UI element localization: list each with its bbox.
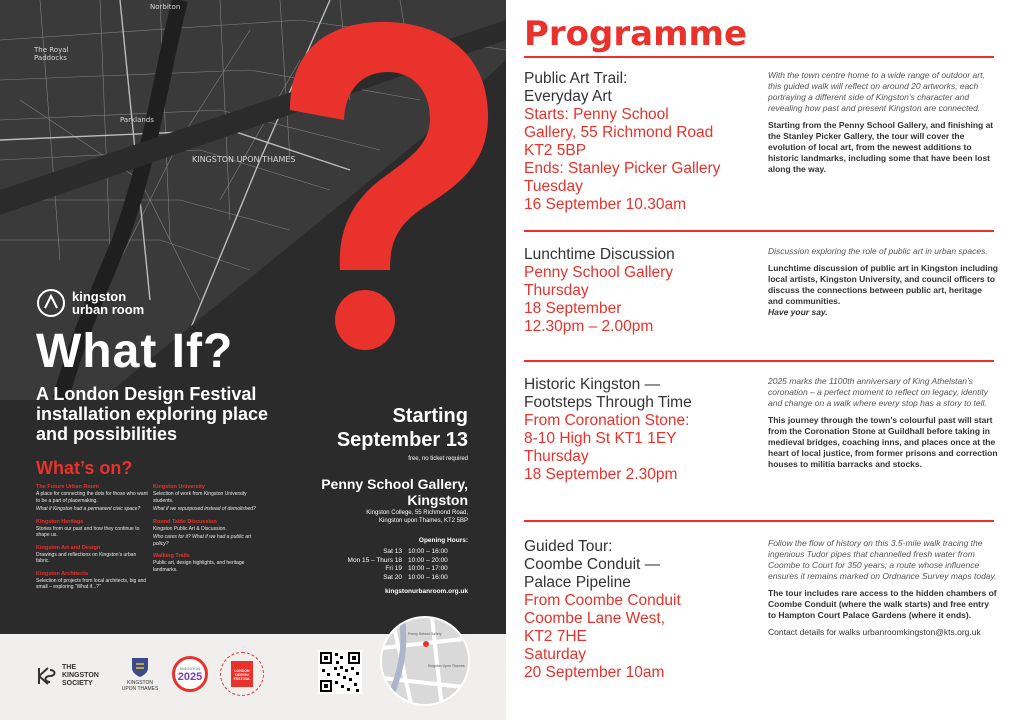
item-description [768, 538, 998, 638]
programme-panel [506, 0, 1012, 720]
website-link[interactable]: kingstonurbanroom.org.uk [384, 588, 468, 595]
item-detail-line: KT2 5BP [524, 142, 587, 159]
divider [524, 360, 994, 362]
item-summary [524, 246, 760, 336]
hours-row [348, 557, 468, 566]
event-title: Round Table Discussion [153, 518, 217, 525]
item-detail-line: 12.30pm – 2.00pm [524, 318, 654, 335]
venue-line: Penny School Gallery, [321, 476, 468, 492]
item-title-line: Palace Pipeline [524, 574, 631, 591]
event-desc: Selection of projects from local architects, big and small – exploring “What if...?” [36, 577, 147, 590]
society-line: THE [62, 664, 76, 671]
item-detail-line: 20 September 10am [524, 664, 665, 681]
hours-days: Sat 20 [383, 573, 402, 581]
event-title: Kingston Art and Design [36, 544, 101, 551]
hours-days: Fri 19 [385, 565, 402, 572]
whats-on-title: What’s on? [36, 458, 133, 478]
opening-hours-title: Opening Hours: [418, 537, 468, 544]
k2025-small: KINGSTON [179, 665, 201, 671]
item-title-line: Historic Kingston — [524, 376, 661, 393]
hours-time: 10:00 – 20:00 [408, 556, 448, 564]
event-entry [153, 519, 265, 548]
location-pin-icon [423, 641, 429, 647]
crest-icon [130, 656, 150, 678]
divider [524, 520, 994, 522]
event-entry [36, 571, 148, 591]
start-date [337, 404, 468, 452]
item-detail-line: Tuesday [524, 178, 583, 195]
item-extra: Have your say. [768, 307, 828, 317]
item-description [768, 246, 998, 318]
event-question: What if we repurposed instead of demolished? [153, 506, 256, 512]
item-detail-line: Coombe Lane West, [524, 610, 666, 627]
item-description [768, 70, 998, 175]
venue-address [366, 510, 468, 525]
item-detail-line: 18 September [524, 300, 622, 317]
event-entry [36, 545, 148, 565]
hours-days: Mon 15 – Thurs 18 [347, 556, 402, 564]
ldf-partner-badge [220, 652, 264, 696]
item-intro: Follow the flow of history on this 3.5-mile walk tracing the ingenious Tudor pipes that channelled fresh water from Coombe to Court for 350 years; a route whose influence ensures it remains marked on Ordnance Survey maps today. [768, 538, 997, 581]
headline: What If? [36, 325, 234, 378]
item-summary [524, 538, 760, 682]
event-question: What if Kingston had a permanent civic space? [36, 506, 141, 512]
programme-item [524, 376, 998, 516]
event-desc: Kingston Public Art & Discussion. [153, 525, 227, 532]
map-label: Parklands [120, 116, 154, 124]
minimap-label: Kingston Upon Thames [428, 664, 465, 668]
item-detail-line: KT2 7HE [524, 628, 587, 645]
kingston-society-logo [36, 664, 99, 688]
item-title-line: Lunchtime Discussion [524, 246, 675, 263]
item-title-line: Public Art Trail: [524, 70, 628, 87]
location-minimap [380, 616, 470, 706]
subheadline: A London Design Festival installation exploring place and possibilities [36, 384, 269, 444]
hours-time: 10:00 – 16:00 [408, 573, 448, 581]
start-line: Starting [392, 405, 468, 427]
event-title: Kingston University [153, 484, 205, 490]
event-entry [36, 484, 148, 513]
item-detail-line: 18 September 2.30pm [524, 466, 678, 483]
item-title-line: Footsteps Through Time [524, 394, 692, 411]
item-detail-line: 8-10 High St KT1 1EY [524, 430, 677, 447]
item-detail-line: Ends: Stanley Picker Gallery [524, 160, 721, 177]
item-title-line: Everyday Art [524, 88, 612, 105]
event-desc: Selection of work from Kingston University students. [153, 491, 247, 504]
item-title-line: Coombe Conduit — [524, 556, 661, 573]
kingston-society-icon [36, 665, 58, 687]
event-entry [36, 519, 148, 539]
society-line: SOCIETY [62, 680, 93, 687]
hours-row [348, 548, 468, 557]
brand-line: urban room [72, 302, 145, 317]
item-body: Starting from the Penny School Gallery, and finishing at the Stanley Picker Gallery, the tour will cover the evolution of local art, from the newest additions to historic landmarks, including some that have been lost along the way. [768, 120, 994, 174]
qr-code[interactable] [318, 650, 362, 694]
item-intro: With the town centre home to a wide range of outdoor art, this guided walk will reflect on around 20 artworks, each portraying a different side of Kingston’s character and revealing how past and present Kingston are connected. [768, 70, 985, 113]
item-detail-line: Starts: Penny School [524, 106, 669, 123]
hours-time: 10:00 – 17:00 [408, 565, 448, 572]
item-summary [524, 376, 760, 484]
item-detail-line: From Coronation Stone: [524, 412, 690, 429]
programme-item [524, 70, 998, 230]
hours-row [348, 574, 468, 583]
events-column-1 [36, 484, 148, 597]
urban-room-logo [36, 288, 144, 318]
item-body: Lunchtime discussion of public art in Kingston including local artists, Kingston University, and council officers to discuss the connections between public art, heritage and communities. [768, 263, 998, 306]
opening-hours [348, 548, 468, 582]
kingston-2025-logo [172, 656, 208, 692]
event-desc: Drawings and reflections on Kingston’s urban fabric. [36, 551, 137, 564]
item-body: This journey through the town’s colourful past will start from the Coronation Stone at Guildhall before taking in medieval bridges, coaching inns, and places once at the heart of local justice, from former prisons and correction houses to militia barracks and stocks. [768, 415, 998, 469]
event-question: Who cares for it? What if we had a public art policy? [153, 534, 252, 547]
venue-name [321, 476, 468, 508]
map-label: KINGSTON UPON THAMES [192, 155, 296, 164]
item-body: The tour includes rare access to the hidden chambers of Coombe Conduit (where the walk starts) and free entry to Hampton Court Palace Gardens (where it ends). [768, 588, 997, 620]
divider [524, 56, 994, 58]
hours-row [348, 565, 468, 574]
address-line: Kingston upon Thames, KT2 5BP [379, 517, 468, 524]
brand-line: kingston [72, 289, 127, 304]
venue-line: Kingston [407, 492, 468, 508]
programme-title: Programme [524, 14, 748, 54]
council-line: UPON THAMES [121, 686, 159, 692]
society-line: KINGSTON [62, 672, 99, 679]
item-intro: Discussion exploring the role of public art in urban spaces. [768, 246, 988, 256]
event-desc: Public art, design highlights, and heritage landmarks. [153, 560, 245, 573]
contact-details[interactable]: Contact details for walks urbanroomkingston@kts.org.uk [768, 627, 981, 637]
event-title: Kingston Architects [36, 570, 89, 577]
item-detail-line: Penny School Gallery [524, 264, 674, 281]
map-label: The Royal Paddocks [34, 46, 69, 62]
hours-time: 10:00 – 16:00 [408, 548, 448, 555]
k2025-year: 2025 [177, 670, 203, 683]
urban-room-icon [36, 288, 66, 318]
hours-days: Sat 13 [383, 548, 402, 555]
event-title: Walking Trails [153, 553, 190, 559]
item-detail-line: Thursday [524, 448, 589, 465]
item-detail-line: Saturday [524, 646, 587, 663]
event-entry [153, 484, 265, 513]
item-detail-line: From Coombe Conduit [524, 592, 681, 609]
item-summary [524, 70, 760, 214]
item-title-line: Guided Tour: [524, 538, 613, 555]
event-title: Kingston Heritage [36, 518, 84, 525]
map-label: Norbiton [150, 3, 181, 11]
ldf-text: LONDON DESIGN FESTIVAL [231, 661, 253, 687]
free-note: free, no ticket required [408, 456, 468, 462]
address-line: Kingston College, 55 Richmond Road, [366, 510, 468, 516]
item-intro: 2025 marks the 1100th anniversary of King Athelstan’s coronation – a perfect moment to reflect on legacy, identity and change on a walk where every stop has a story to tell. [768, 376, 989, 408]
council-line: KINGSTON [126, 680, 154, 686]
programme-item [524, 246, 998, 356]
event-desc: A place for connecting the dots for those who want to be a part of placemaking. [36, 491, 148, 504]
item-description [768, 376, 998, 470]
item-detail-line: 16 September 10.30am [524, 196, 686, 213]
divider [524, 230, 994, 232]
minimap-label: Penny School Gallery [408, 632, 442, 636]
event-title: The Future Urban Room [36, 484, 99, 490]
start-line: September 13 [336, 429, 468, 451]
event-desc: Stories from our past and how they continue to shape us. [36, 525, 140, 538]
events-column-2 [153, 484, 265, 579]
council-logo [120, 656, 160, 692]
item-detail-line: Gallery, 55 Richmond Road [524, 124, 714, 141]
item-detail-line: Thursday [524, 282, 589, 299]
event-entry [153, 553, 265, 573]
programme-item [524, 538, 998, 714]
